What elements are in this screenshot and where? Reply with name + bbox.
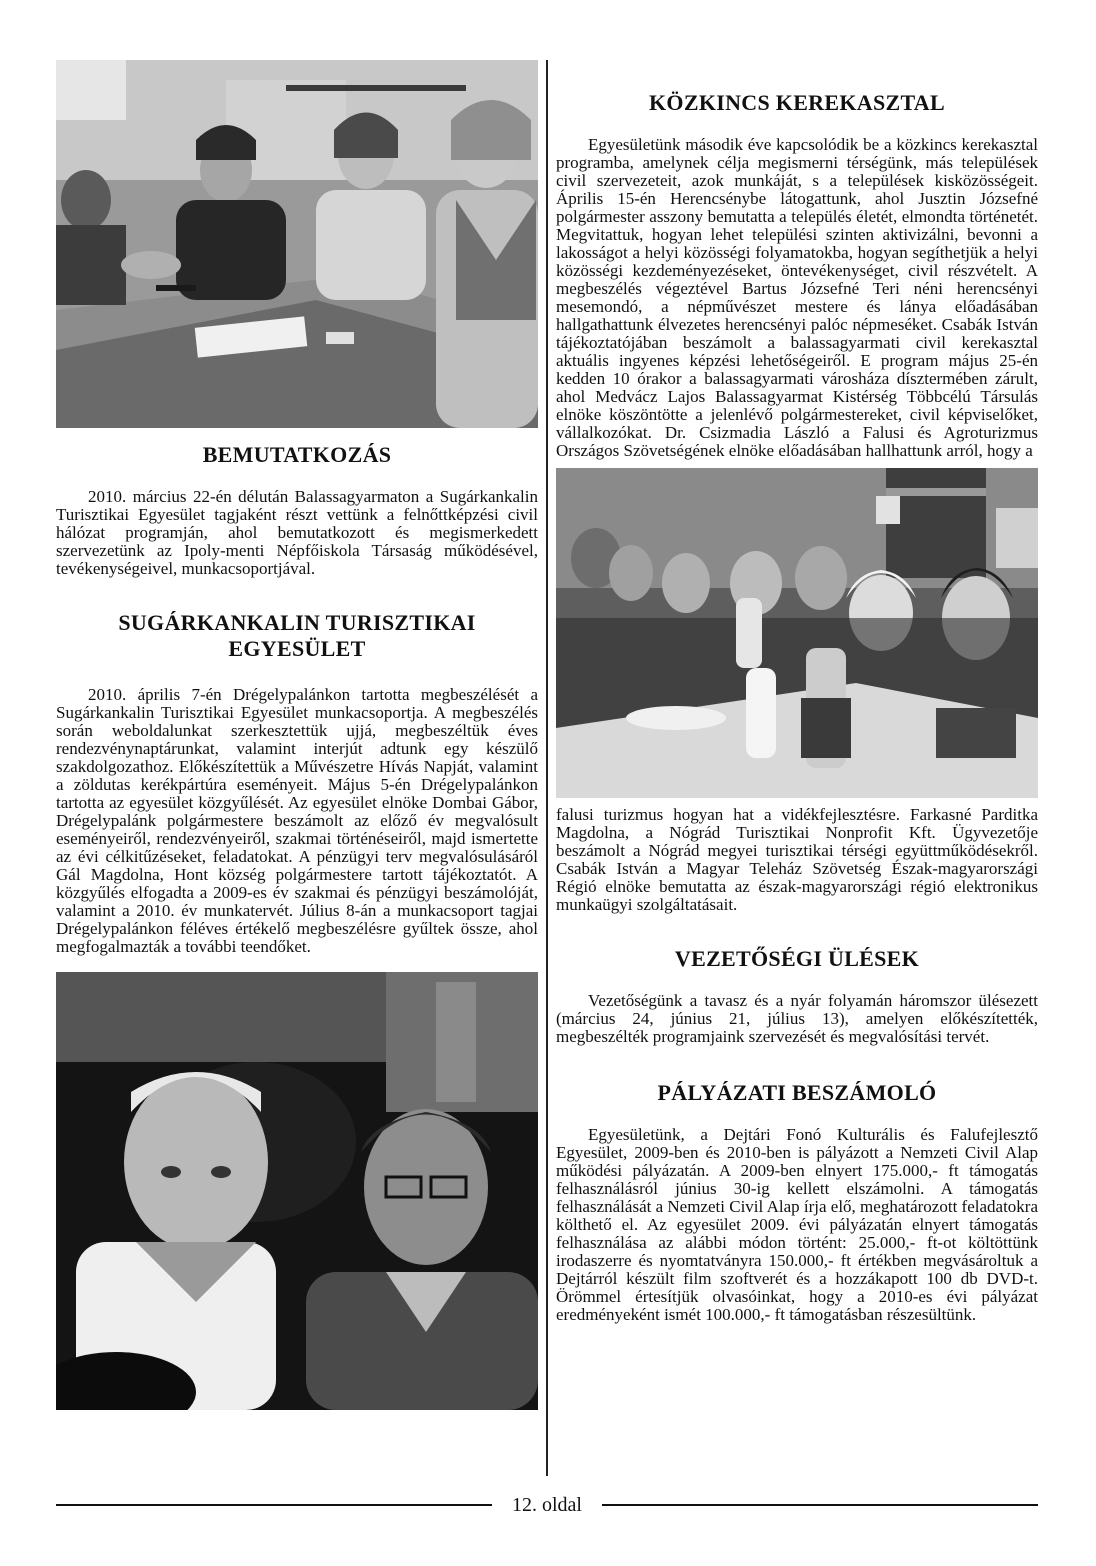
section-title-bemutatkozas: BEMUTATKOZÁS — [202, 442, 392, 467]
page-number: 12. oldal — [498, 1494, 596, 1516]
photo-group-at-table — [556, 468, 1038, 798]
section-title-palyazati: PÁLYÁZATI BESZÁMOLÓ — [657, 1080, 937, 1105]
section-title-sugarkankalin — [56, 610, 538, 662]
right-column — [556, 60, 1038, 1324]
column-divider — [546, 60, 548, 1476]
section-text-kozkincs-continued: falusi turizmus hogyan hat a vidékfejlesztésre. Farkasné Parditka Magdolna, a Nógrád Turisztikai Nonprofit Kft. Ügyvezetője beszámolt a Nógrád megyei turisztikai térségi együttműködésekről. Csabák István a Magyar Teleház Szövetség Észak-magyarországi Régió elnöke bemutatta az észak-magyarországi régió elektronikus munkaügyi szolgáltatásait. — [556, 805, 1038, 914]
section-text-sugarkankalin: 2010. április 7-én Drégelypalánkon tartotta megbeszélését a Sugárkankalin Turisztikai Egyesület munkacsoportja. A megbeszélés során weboldalunkat szerkesztettük ujjá, megbeszéltük éves rendezvénynaptárunkat, valamint interjút adtunk egy készülő szakdolgozathoz. Előkészítettük a Művészetre Hívás Napját, valamint a zöldutas kerékpártúra eseményeit. Május 5-én Drégelypalánkon tartotta az egyesület közgyűlését. Az egyesület elnöke Dombai Gábor, Drégelypalánk polgármestere beszámolt az előző év megvalósult eseményeiről, rendezvényeiről, szakmai történéseiről, majd ismertette az évi célkitűzéseket, feladatokat. A pénzügyi terv megvalósulásáról Gál Magdolna, Hont község polgármestere tartott tájékoztatót. A közgyűlés elfogadta a 2009-es év szakmai és pénzügyi beszámolóját, valamint a 2010. év munkatervét. Július 8-án a munkacsoport tagjai Drégelypalánkon féléves értékelő megbeszélésre gyűltek össze, ahol megfogalmazták a további teendőket. — [56, 685, 538, 956]
title-line-2: EGYESÜLET — [228, 636, 366, 661]
page-footer — [56, 1490, 1038, 1520]
section-title-kozkincs: KÖZKINCS KEREKASZTAL — [649, 90, 945, 115]
photo-two-men — [56, 972, 538, 1410]
section-text-bemutatkozas: 2010. március 22-én délután Balassagyarmaton a Sugárkankalin Turisztikai Egyesület tagjaként részt vettünk a felnőttképzési civil hálózat programján, ahol bemutatkozott és megismerkedett szervezetünk az Ipoly-menti Népfőiskola Társaság működésével, tevékenységeivel, munkacsoportjával. — [56, 487, 538, 578]
section-text-kozkincs: Egyesületünk második éve kapcsolódik be a közkincs kerekasztal programba, amelynek célja megismerni térségünk, más települések civil szervezeteit, azok munkáját, s a települések kisközösségeit. Április 15-én Herencsénybe látogattunk, ahol Jusztin Józsefné polgármester asszony bemutatta a település életét, elmondta történetét. Megvitattuk, hogyan lehet települési szinten aktivizálni, bevonni a lakosságot a helyi közösségi folyamatokba, hogyan segíthetjük a helyi közösségi kezdeményezéseket, öntevékenységet, civil részvételt. A megbeszélés végeztével Bartus Józsefné Teri néni herencsényi mesemondó, a népművészet mestere és lánya előadásában hallgathattunk élvezetes herencsényi palóc népmeséket. Csabák István tájékoztatójában beszámolt a balassagyarmati civil kerekasztal aktuális ingyenes képzési lehetőségeiről. E program május 25-én kedden 10 órakor a balassagyarmati városháza dísztermében zárult, ahol Medvácz Lajos Balassagyarmat Kistérség Többcélú Társulás elnöke köszöntötte a jelenlévő polgármestereket, civil képviselőket, vállalkozókat. Dr. Csizmadia László a Falusi és Agroturizmus Országos Szövetségének elnöke előadásában hallhattunk arról, hogy a — [556, 135, 1038, 460]
section-text-palyazati: Egyesületünk, a Dejtári Fonó Kulturális és Falufejlesztő Egyesület, 2009-ben és 2010-ben is pályázott a Nemzeti Civil Alap működési pályázatán. A 2009-ben elnyert 175.000,- ft támogatás felhasználásról június 30-ig kellett elszámolni. A támogatás felhasználását a Nemzeti Civil Alap írja elő, meghatározott feladatokra költhető el. Az egyesület 2009. évi pályázatán elnyert támogatás felhasználása az alábbi módon történt: 25.000,- ft-ot költöttünk irodaszerre és nyomtatványra 150.000,- ft értékben megvásároltuk a Dejtárról készült film szoftverét és a hozzákapott 100 db DVD-t. Örömmel értesítjük olvasóinkat, hogy a 2010-es évi pályázat eredményeként ismét 100.000,- ft támogatásban részesültünk. — [556, 1125, 1038, 1324]
photo-meeting-table — [56, 60, 538, 428]
section-text-vezetosegi: Vezetőségünk a tavasz és a nyár folyamán háromszor ülésezett (március 24, június 21, július 13), amelyen előkészítették, megbeszélték programjaink szervezését és megvalósítási tervét. — [556, 991, 1038, 1046]
left-column — [56, 60, 538, 1410]
title-line-1: SUGÁRKANKALIN TURISZTIKAI — [118, 610, 476, 635]
section-title-vezetosegi: VEZETŐSÉGI ÜLÉSEK — [674, 946, 920, 971]
